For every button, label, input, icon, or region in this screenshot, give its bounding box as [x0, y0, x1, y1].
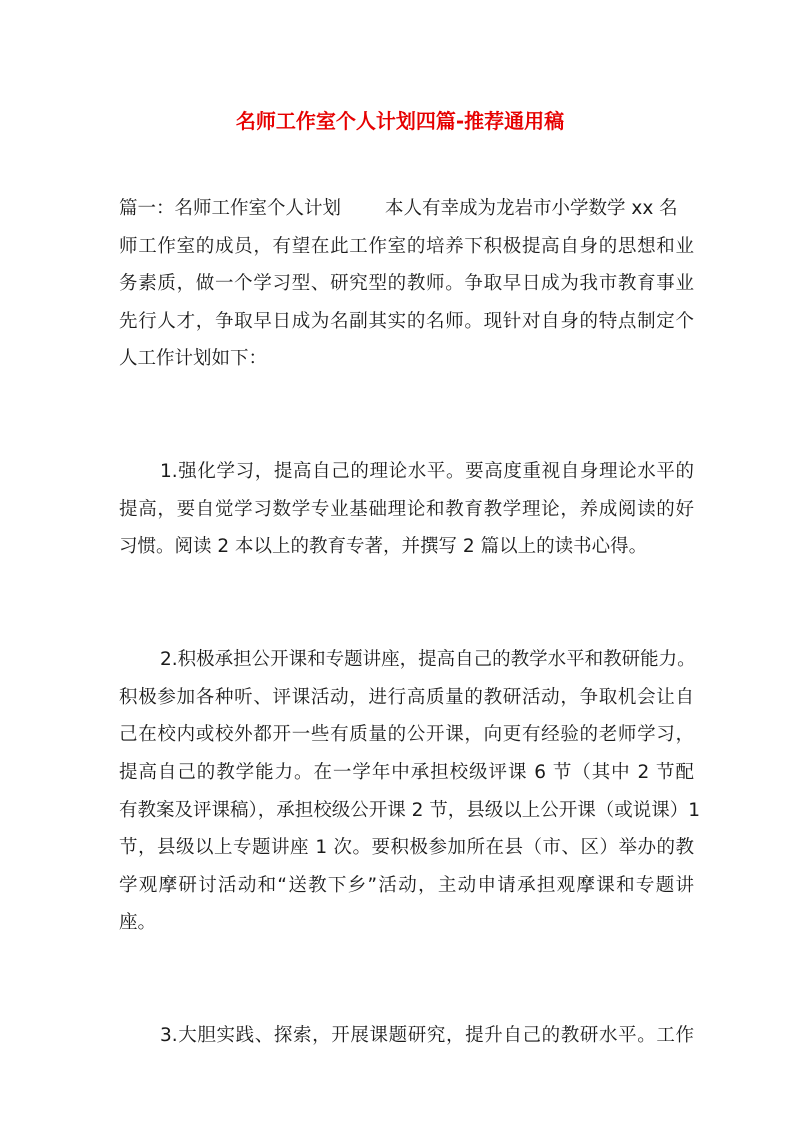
paragraph-line: [119, 190, 694, 228]
paragraph-line: 己在校内或校外都开一些有质量的公开课，向更有经验的老师学习，: [119, 724, 694, 746]
paragraph-line: 提高，要自觉学习数学专业基础理论和教育教学理论，养成阅读的好: [119, 498, 694, 520]
paragraph-line: 先行人才，争取早日成为名副其实的名师。现针对自身的特点制定个: [119, 310, 694, 332]
section-heading: 篇一：名师工作室个人计划: [119, 198, 342, 219]
paragraph-line: 1.强化学习，提高自己的理论水平。要高度重视自身理论水平的: [160, 461, 694, 483]
document-body: [119, 190, 701, 1055]
paragraph-4: [119, 1017, 694, 1055]
paragraph-line: 座。: [119, 912, 157, 934]
paragraph-text: 本人有幸成为龙岩市小学数学 xx 名: [385, 198, 678, 219]
paragraph-line: 节，县级以上专题讲座 1 次。要积极参加所在县（市、区）举办的教: [119, 837, 694, 859]
paragraph-3: [119, 641, 701, 942]
paragraph-2: [119, 453, 694, 566]
paragraph-line: 2.积极承担公开课和专题讲座，提高自己的教学水平和教研能力。: [160, 649, 696, 671]
paragraph-line: 学观摩研讨活动和“送教下乡”活动，主动申请承担观摩课和专题讲: [119, 874, 694, 896]
document-title: 名师工作室个人计划四篇-推荐通用稿: [235, 109, 565, 133]
paragraph-line: 习惯。阅读 2 本以上的教育专著，并撰写 2 篇以上的读书心得。: [119, 536, 648, 558]
paragraph-line: 3.大胆实践、探索，开展课题研究，提升自己的教研水平。工作: [160, 1025, 694, 1047]
paragraph-line: 师工作室的成员，有望在此工作室的培养下积极提高自身的思想和业: [119, 235, 694, 257]
paragraph-line: 积极参加各种听、评课活动，进行高质量的教研活动，争取机会让自: [119, 686, 694, 708]
paragraph-line: 提高自己的教学能力。在一学年中承担校级评课 6 节（其中 2 节配: [119, 761, 694, 783]
paragraph-1: [119, 190, 694, 378]
paragraph-line: 务素质，做一个学习型、研究型的教师。争取早日成为我市教育事业: [119, 273, 694, 295]
paragraph-line: 有教案及评课稿），承担校级公开课 2 节，县级以上公开课（或说课）1: [119, 799, 701, 821]
paragraph-line: 人工作计划如下：: [119, 348, 268, 370]
